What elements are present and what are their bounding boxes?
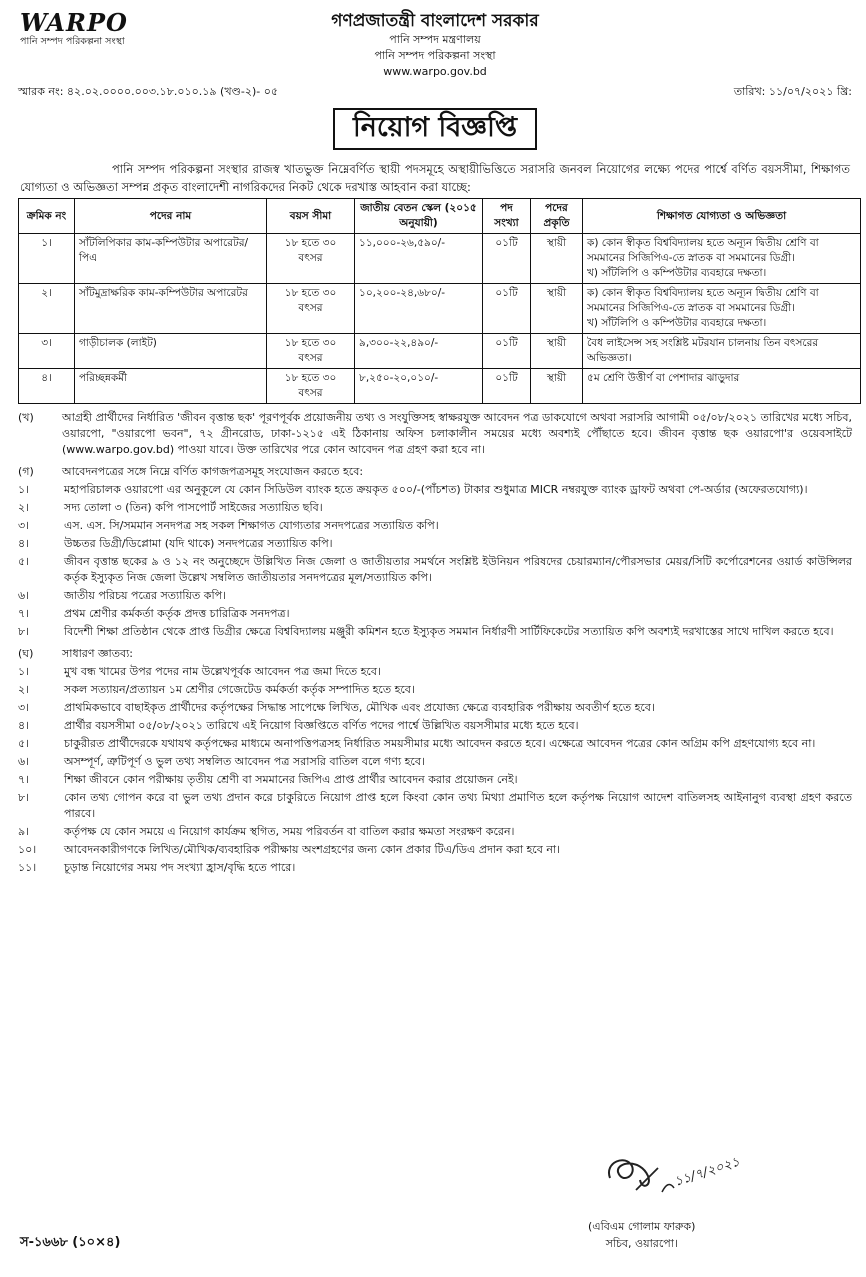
cell-age: ১৮ হতে ৩০ বৎসর bbox=[267, 369, 355, 404]
item-text: সদ্য তোলা ৩ (তিন) কপি পাসপোর্ট সাইজের সত্যায়িত ছবি। bbox=[64, 501, 323, 514]
cell-serial: ৩। bbox=[19, 334, 75, 369]
intro-paragraph: পানি সম্পদ পরিকল্পনা সংস্থার রাজস্ব খাতভুক্ত নিম্নেবর্ণিত স্থায়ী পদসমূহে অস্থায়ীভিত্তিতে সরাসরি জনবল নিয়োগের লক্ষ্যে পদের পার্শ্বে বর্ণিত বয়সসীমা, শিক্ষাগত যোগ্যতা ও অভিজ্ঞতা সম্পন্ন প্রকৃত বাংলাদেশী নাগরিকদের নিকট থেকে দরখাস্ত আহবান করা যাচ্ছে: bbox=[20, 162, 850, 194]
item-text: এস. এস. সি/সমমান সনদপত্র সহ সকল শিক্ষাগত যোগ্যতার সনদপত্রের সত্যায়িত কপি। bbox=[64, 519, 439, 532]
section-ga bbox=[18, 464, 852, 640]
list-item bbox=[18, 718, 852, 734]
table-row bbox=[19, 284, 861, 334]
ministry-name: পানি সম্পদ মন্ত্রণালয় bbox=[389, 33, 481, 46]
cell-nature: স্থায়ী bbox=[531, 369, 583, 404]
section-gha-heading: সাধারণ জ্ঞাতব্য: bbox=[62, 647, 134, 660]
cell-qualification bbox=[583, 234, 861, 284]
cell-serial: ২। bbox=[19, 284, 75, 334]
item-number: ৭। bbox=[18, 607, 30, 620]
table-header-row bbox=[19, 199, 861, 234]
posts-table bbox=[18, 198, 861, 404]
signatory-block bbox=[588, 1218, 695, 1252]
item-number: ১০। bbox=[18, 843, 37, 856]
section-kha bbox=[18, 410, 852, 458]
cell-count: ০১টি bbox=[483, 234, 531, 284]
section-ga-heading: আবেদনপত্রের সঙ্গে নিম্নে বর্ণিত কাগজপত্রসমূহ সংযোজন করতে হবে: bbox=[62, 465, 364, 478]
section-label: (গ) bbox=[18, 465, 34, 478]
list-item bbox=[18, 482, 852, 498]
handwritten-signature bbox=[596, 1132, 776, 1202]
item-text: কর্তৃপক্ষ যে কোন সময়ে এ নিয়োগ কার্যক্রম স্থগিত, সময় পরিবর্তন বা বাতিল করার ক্ষমতা সংরক্ষণ করেন। bbox=[64, 825, 515, 838]
qualification-line: খ) সাঁটলিপি ও কম্পিউটার ব্যবহারে দক্ষতা। bbox=[587, 317, 767, 329]
item-number: ৬। bbox=[18, 589, 30, 602]
section-label: (খ) bbox=[18, 411, 34, 424]
cell-post: গাড়ীচালক (লাইট) bbox=[75, 334, 267, 369]
signatory-name: (এবিএম গোলাম ফারুক) bbox=[588, 1220, 696, 1233]
list-item bbox=[18, 824, 852, 840]
qualification-line: বৈধ লাইসেন্স সহ সংশ্লিষ্ট মটরযান চালনায় তিন বৎসরের অভিজ্ঞতা। bbox=[587, 337, 819, 364]
warpo-logo bbox=[20, 10, 170, 48]
table-row bbox=[19, 369, 861, 404]
item-text: জাতীয় পরিচয় পত্রের সত্যায়িত কপি। bbox=[64, 589, 227, 602]
list-item bbox=[18, 554, 852, 586]
section-kha-text: আগ্রহী প্রার্থীদের নির্ধারিত 'জীবন বৃত্তান্ত ছক' পূরণপূর্বক প্রয়োজনীয় তথ্য ও সংযুক্তিসহ স্বাক্ষরযুক্ত আবেদন পত্র ডাকযোগে অথবা সরাসরি আগামী ০৫/০৮/২০২১ তারিখের মধ্যে সচিব, ওয়ারপো, "ওয়ারপো ভবন", ৭২ গ্রীনরোড, ঢাকা-১২১৫ এই ঠিকানায় অফিস চলাকালীন সময়ের মধ্যে অবশ্যই পৌঁছাতে হবে। জীবন বৃত্তান্ত ছক ওয়ারপো'র ওয়েবসাইটে (www.warpo.gov.bd) পাওয়া যাবে। উক্ত তারিখের পরে কোন আবেদন পত্র গ্রহণ করা হবে না। bbox=[62, 411, 852, 456]
cell-count: ০১টি bbox=[483, 334, 531, 369]
memo-reference: স্মারক নং: ৪২.০২.০০০০.০০৩.১৮.০১০.১৯ (খণ্ড-২)- ০৫ bbox=[18, 85, 279, 98]
section-label: (ঘ) bbox=[18, 647, 34, 660]
table-row bbox=[19, 234, 861, 284]
list-item bbox=[18, 754, 852, 770]
list-item bbox=[18, 790, 852, 822]
item-number: ২। bbox=[18, 683, 30, 696]
cell-age: ১৮ হতে ৩০ বৎসর bbox=[267, 234, 355, 284]
cell-count: ০১টি bbox=[483, 284, 531, 334]
list-item bbox=[18, 500, 852, 516]
cell-post: সাঁটলিপিকার কাম-কম্পিউটার অপারেটর/পিএ bbox=[75, 234, 267, 284]
list-item bbox=[18, 664, 852, 680]
list-item bbox=[18, 682, 852, 698]
list-item bbox=[18, 772, 852, 788]
website: www.warpo.gov.bd bbox=[383, 65, 487, 78]
list-item bbox=[18, 536, 852, 552]
item-number: ৯। bbox=[18, 825, 30, 838]
list-item bbox=[18, 588, 852, 604]
item-number: ১১। bbox=[18, 861, 37, 874]
cell-post: পরিচ্ছন্নকর্মী bbox=[75, 369, 267, 404]
qualification-line: ৫ম শ্রেণি উত্তীর্ণ বা পেশাদার ঝাড়ুদার bbox=[587, 372, 740, 384]
item-number: ৫। bbox=[18, 555, 30, 568]
cell-post: সাঁটমুদ্রাক্ষরিক কাম-কম্পিউটার অপারেটর bbox=[75, 284, 267, 334]
item-text: জীবন বৃত্তান্ত ছকের ৯ ও ১২ নং অনুচ্ছেদে উল্লিখিত নিজ জেলা ও জাতীয়তার সমর্থনে সংশ্লিষ্ট ইউনিয়ন পরিষদের চেয়ারম্যান/পৌরসভার মেয়র/সিটি কর্পোরেশনের ওয়ার্ড কাউন্সিলর কর্তৃক ইস্যুকৃত নিজ জেলা উল্লেখ সম্বলিত জাতীয়তার সনদপত্রের মূল/সত্যায়িত কপি। bbox=[64, 555, 852, 584]
col-serial: ক্রমিক নং bbox=[19, 199, 75, 234]
item-number: ৩। bbox=[18, 519, 30, 532]
list-item bbox=[18, 606, 852, 622]
item-text: উচ্চতর ডিগ্রী/ডিপ্লোমা (যদি থাকে) সনদপত্রের সত্যায়িত কপি। bbox=[64, 537, 333, 550]
government-name: গণপ্রজাতন্ত্রী বাংলাদেশ সরকার bbox=[331, 11, 539, 31]
item-text: শিক্ষা জীবনে কোন পরীক্ষায় তৃতীয় শ্রেণী বা সমমানের জিপিএ প্রাপ্ত প্রার্থীর আবেদন করার প্রয়োজন নেই। bbox=[64, 773, 518, 786]
item-text: চাকুরীরত প্রার্থীদেরকে যথাযথ কর্তৃপক্ষের মাধ্যমে অনাপত্তিপত্রসহ নির্ধারিত সময়সীমার মধ্যে আবেদন করতে হবে। এক্ষেত্রে আবেদন পত্রের কোন অগ্রিম কপি গ্রহণযোগ্য হবে না। bbox=[64, 737, 816, 750]
cell-nature: স্থায়ী bbox=[531, 334, 583, 369]
item-text: কোন তথ্য গোপন করে বা ভুল তথ্য প্রদান করে চাকুরিতে নিয়োগ প্রাপ্ত হলে কিংবা কোন তথ্য মিথ্যা প্রমাণিত হলে কর্তৃপক্ষ নিয়োগ আদেশ বাতিলসহ আইনানুগ ব্যবস্থা গ্রহণ করতে পারবে। bbox=[64, 791, 852, 820]
memo-date: তারিখ: ১১/০৭/২০২১ খ্রি: bbox=[733, 85, 852, 98]
item-number: ৫। bbox=[18, 737, 30, 750]
cell-qualification bbox=[583, 334, 861, 369]
col-count: পদ সংখ্যা bbox=[483, 199, 531, 234]
list-item bbox=[18, 860, 852, 876]
cell-scale: ১১,০০০-২৬,৫৯০/- bbox=[355, 234, 483, 284]
item-text: বিদেশী শিক্ষা প্রতিষ্ঠান থেকে প্রাপ্ত ডিগ্রীর ক্ষেত্রে বিশ্ববিদ্যালয় মঞ্জুরী কমিশন হতে ইস্যুকৃত সমমান নির্ধারণী সার্টিফিকেটের সত্যায়িত কপি অবশ্যই দরখাস্তের সাথে দাখিল করতে হবে। bbox=[64, 625, 834, 638]
col-qualification: শিক্ষাগত যোগ্যতা ও অভিজ্ঞতা bbox=[583, 199, 861, 234]
logo-subtitle: পানি সম্পদ পরিকল্পনা সংস্থা bbox=[20, 36, 125, 47]
signatory-designation: সচিব, ওয়ারপো। bbox=[605, 1237, 678, 1250]
item-text: মহাপরিচালক ওয়ারপো এর অনুকূলে যে কোন সিডিউল ব্যাংক হতে ক্রয়কৃত ৫০০/-(পাঁচশত) টাকার শুধুমাত্র MICR নম্বরযুক্ত ব্যাংক ড্রাফট অথবা পে-অর্ডার (অফেরতযোগ্য)। bbox=[64, 483, 808, 496]
item-number: ৮। bbox=[18, 625, 30, 638]
notice-title: নিয়োগ বিজ্ঞপ্তি bbox=[333, 108, 537, 150]
cell-qualification bbox=[583, 284, 861, 334]
item-text: সকল সত্যায়ন/প্রত্যায়ন ১ম শ্রেণীর গেজেটেড কর্মকর্তা কর্তৃক সম্পাদিত হতে হবে। bbox=[64, 683, 415, 696]
list-item bbox=[18, 842, 852, 858]
item-text: মুখ বন্ধ খামের উপর পদের নাম উল্লেখপূর্বক আবেদন পত্র জমা দিতে হবে। bbox=[64, 665, 381, 678]
item-number: ৪। bbox=[18, 719, 30, 732]
col-nature: পদের প্রকৃতি bbox=[531, 199, 583, 234]
memo-row bbox=[18, 84, 852, 100]
qualification-line: খ) সাঁটলিপি ও কম্পিউটার ব্যবহারে দক্ষতা। bbox=[587, 267, 767, 279]
cell-serial: ১। bbox=[19, 234, 75, 284]
list-item bbox=[18, 518, 852, 534]
list-item bbox=[18, 736, 852, 752]
section-gha bbox=[18, 646, 852, 876]
qualification-line: ক) কোন স্বীকৃত বিশ্ববিদ্যালয় হতে অন্যূন দ্বিতীয় শ্রেণি বা সমমানের সিজিপিএ-তে স্নাতক বা সমমানের ডিগ্রী। bbox=[587, 287, 819, 314]
col-scale: জাতীয় বেতন স্কেল (২০১৫ অনুযায়ী) bbox=[355, 199, 483, 234]
cell-nature: স্থায়ী bbox=[531, 234, 583, 284]
cell-serial: ৪। bbox=[19, 369, 75, 404]
item-number: ৬। bbox=[18, 755, 30, 768]
signature-date: ১১/৭/২০২১ bbox=[672, 1154, 742, 1190]
item-number: ১। bbox=[18, 483, 30, 496]
item-number: ৪। bbox=[18, 537, 30, 550]
item-number: ৭। bbox=[18, 773, 30, 786]
cell-age: ১৮ হতে ৩০ বৎসর bbox=[267, 334, 355, 369]
item-text: প্রথম শ্রেণীর কর্মকর্তা কর্তৃক প্রদত্ত চারিত্রিক সনদপত্র। bbox=[64, 607, 290, 620]
cell-scale: ৯,৩০০-২২,৪৯০/- bbox=[355, 334, 483, 369]
item-text: প্রার্থীর বয়সসীমা ০৫/০৮/২০২১ তারিখে এই নিয়োগ বিজ্ঞপ্তিতে বর্ণিত পদের পার্শ্বে উল্লিখিত বয়সসীমার মধ্যে হতে হবে। bbox=[64, 719, 579, 732]
footer-code: স-১৬৬৮ (১০×৪) bbox=[20, 1235, 121, 1250]
cell-count: ০১টি bbox=[483, 369, 531, 404]
item-number: ১। bbox=[18, 665, 30, 678]
organization-name: পানি সম্পদ পরিকল্পনা সংস্থা bbox=[374, 49, 496, 62]
item-number: ২। bbox=[18, 501, 30, 514]
cell-qualification bbox=[583, 369, 861, 404]
list-item bbox=[18, 624, 852, 640]
item-text: অসম্পূর্ণ, ত্রুটিপূর্ণ ও ভুল তথ্য সম্বলিত আবেদন পত্র সরাসরি বাতিল বলে গণ্য হবে। bbox=[64, 755, 425, 768]
cell-nature: স্থায়ী bbox=[531, 284, 583, 334]
item-number: ৮। bbox=[18, 791, 30, 804]
table-row bbox=[19, 334, 861, 369]
cell-age: ১৮ হতে ৩০ বৎসর bbox=[267, 284, 355, 334]
cell-scale: ১০,২০০-২৪,৬৮০/- bbox=[355, 284, 483, 334]
logo-wordmark: WARPO bbox=[20, 8, 128, 37]
item-text: আবেদনকারীগণকে লিখিত/মৌখিক/ব্যবহারিক পরীক্ষায় অংশগ্রহণের জন্য কোন প্রকার টিএ/ডিএ প্রদান করা হবে না। bbox=[64, 843, 561, 856]
list-item bbox=[18, 700, 852, 716]
qualification-line: ক) কোন স্বীকৃত বিশ্ববিদ্যালয় হতে অন্যূন দ্বিতীয় শ্রেণি বা সমমানের সিজিপিএ-তে স্নাতক বা সমমানের ডিগ্রী। bbox=[587, 237, 819, 264]
item-text: চূড়ান্ত নিয়োগের সময় পদ সংখ্যা হ্রাস/বৃদ্ধি হতে পারে। bbox=[64, 861, 296, 874]
col-post: পদের নাম bbox=[75, 199, 267, 234]
cell-scale: ৮,২৫০-২০,০১০/- bbox=[355, 369, 483, 404]
item-text: প্রাথমিকভাবে বাছাইকৃত প্রার্থীদের কর্তৃপক্ষের সিদ্ধান্ত সাপেক্ষে লিখিত, মৌখিক এবং প্রযোজ্য ক্ষেত্রে ব্যবহারিক পরীক্ষায় অবতীর্ণ হতে হবে। bbox=[64, 701, 655, 714]
item-number: ৩। bbox=[18, 701, 30, 714]
col-age: বয়স সীমা bbox=[267, 199, 355, 234]
